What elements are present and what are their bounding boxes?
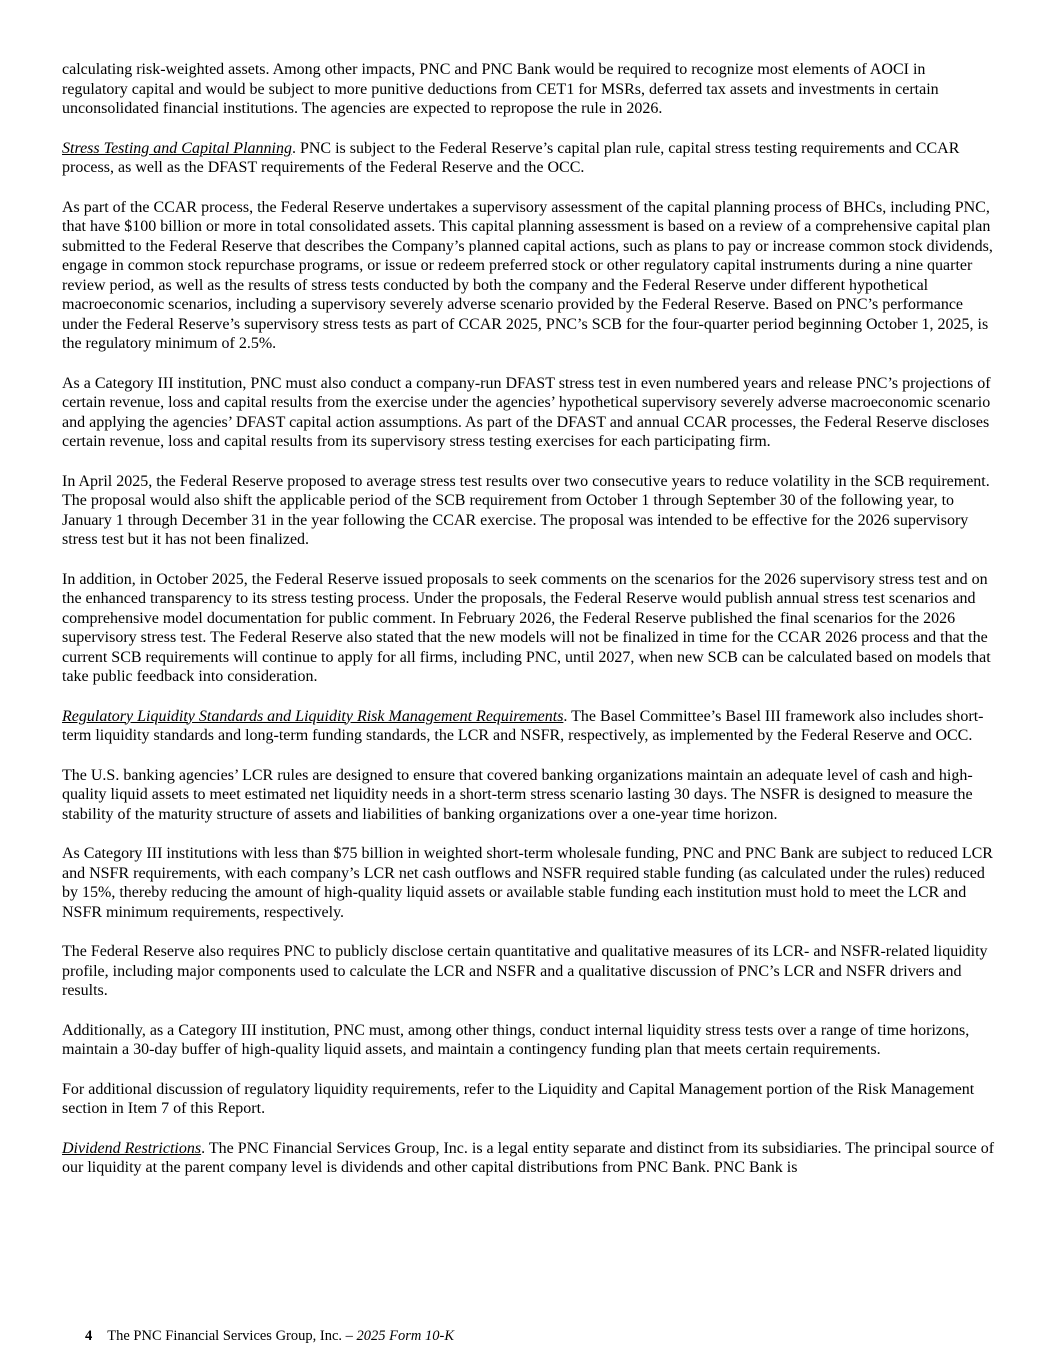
paragraph: For additional discussion of regulatory liquidity requirements, refer to the Liquidity and Capital Management portion of the Risk Management section in Item 7 of this Report. [62,1080,975,1117]
paragraph: In April 2025, the Federal Reserve proposed to average stress test results over two consecutive years to reduce volatility in the SCB requirement. The proposal would also shift the applicable period of the SCB requirement from October 1 through September 30 of the following year, to January 1 through December 31 in the year following the CCAR exercise. The proposal was intended to be effective for the 2026 supervisory stress test but it has not been finalized. [62,472,990,548]
paragraph: The U.S. banking agencies’ LCR rules are designed to ensure that covered banking organizations maintain an adequate level of cash and high-quality liquid assets to meet estimated net liquidity needs in a short-term stress scenario lasting 30 days. The NSFR is designed to measure the stability of the maturity structure of assets and liabilities of banking organizations over a one-year time horizon. [62,766,973,823]
page-body [62,60,995,1198]
paragraph: Dividend Restrictions. The PNC Financial Services Group, Inc. is a legal entity separate and distinct from its subsidiaries. The principal source of our liquidity at the parent company level is dividends and other capital distributions from PNC Bank. PNC Bank is [62,1139,995,1176]
footer-company-name: The PNC Financial Services Group, Inc. – [107,1328,357,1344]
paragraph: In addition, in October 2025, the Federal Reserve issued proposals to seek comments on the scenarios for the 2026 supervisory stress test and on the enhanced transparency to its stress testing process. Under the proposals, the Federal Reserve would publish annual stress test scenarios and comprehensive model documentation for public comment. In February 2026, the Federal Reserve published the final scenarios for the 2026 supervisory stress test. The Federal Reserve also stated that the new models will not be finalized in time for the CCAR 2026 process and that the current SCB requirements will continue to apply for all firms, including PNC, until 2027, when new SCB can be calculated based on models that take public feedback into consideration. [62,570,991,685]
section-heading: Dividend Restrictions [62,1139,202,1157]
paragraph: Stress Testing and Capital Planning. PNC is subject to the Federal Reserve’s capital plan rule, capital stress testing requirements and CCAR process, as well as the DFAST requirements of the Federal Reserve and the OCC. [62,139,960,176]
paragraph: As a Category III institution, PNC must also conduct a company-run DFAST stress test in even numbered years and release PNC’s projections of certain revenue, loss and capital results from the exercise under the agencies’ hypothetical supervisory severely adverse macroeconomic scenario and applying the agencies’ DFAST capital action assumptions. As part of the DFAST and annual CCAR processes, the Federal Reserve discloses certain revenue, loss and capital results from its supervisory stress testing exercises for each participating firm. [62,374,991,450]
paragraph: Regulatory Liquidity Standards and Liquidity Risk Management Requirements. The Basel Committee’s Basel III framework also includes short-term liquidity standards and long-term funding standards, the LCR and NSFR, respectively, as implemented by the Federal Reserve and OCC. [62,707,984,744]
section-heading: Regulatory Liquidity Standards and Liquidity Risk Management Requirements [62,707,564,725]
paragraph: Additionally, as a Category III institution, PNC must, among other things, conduct internal liquidity stress tests over a range of time horizons, maintain a 30-day buffer of high-quality liquid assets, and maintain a contingency funding plan that meets certain requirements. [62,1021,970,1058]
page-footer [85,1327,454,1345]
footer-page-number: 4 [85,1328,93,1344]
footer-form-name: 2025 Form 10-K [356,1328,455,1344]
paragraph: As Category III institutions with less than $75 billion in weighted short-term wholesale funding, PNC and PNC Bank are subject to reduced LCR and NSFR requirements, with each company’s LCR net cash outflows and NSFR required stable funding (as calculated under the rules) reduced by 15%, thereby reducing the amount of high-quality liquid assets or available stable funding each institution must hold to meet the LCR and NSFR minimum requirements, respectively. [62,845,993,921]
paragraph: As part of the CCAR process, the Federal Reserve undertakes a supervisory assessment of the capital planning process of BHCs, including PNC, that have $100 billion or more in total consolidated assets. This capital planning assessment is based on a review of a comprehensive capital plan submitted to the Federal Reserve that describes the Company’s planned capital actions, such as plans to pay or increase common stock dividends, engage in common stock repurchase programs, or issue or redeem preferred stock or other regulatory capital instruments during a nine quarter review period, as well as the results of stress tests conducted by both the company and the Federal Reserve under different hypothetical macroeconomic scenarios, including a supervisory severely adverse scenario provided by the Federal Reserve. Based on PNC’s performance under the Federal Reserve’s supervisory stress tests as part of CCAR 2025, PNC’s SCB for the four-quarter period beginning October 1, 2025, is the regulatory minimum of 2.5%. [62,198,993,352]
section-heading: Stress Testing and Capital Planning [62,139,292,157]
paragraph: The Federal Reserve also requires PNC to publicly disclose certain quantitative and qualitative measures of its LCR- and NSFR-related liquidity profile, including major components used to calculate the LCR and NSFR and a qualitative discussion of PNC’s LCR and NSFR drivers and results. [62,943,988,999]
paragraph: calculating risk-weighted assets. Among other impacts, PNC and PNC Bank would be required to recognize most elements of AOCI in regulatory capital and would be subject to more punitive deductions from CET1 for MSRs, deferred tax assets and investments in certain unconsolidated financial institutions. The agencies are expected to repropose the rule in 2026. [62,61,939,117]
